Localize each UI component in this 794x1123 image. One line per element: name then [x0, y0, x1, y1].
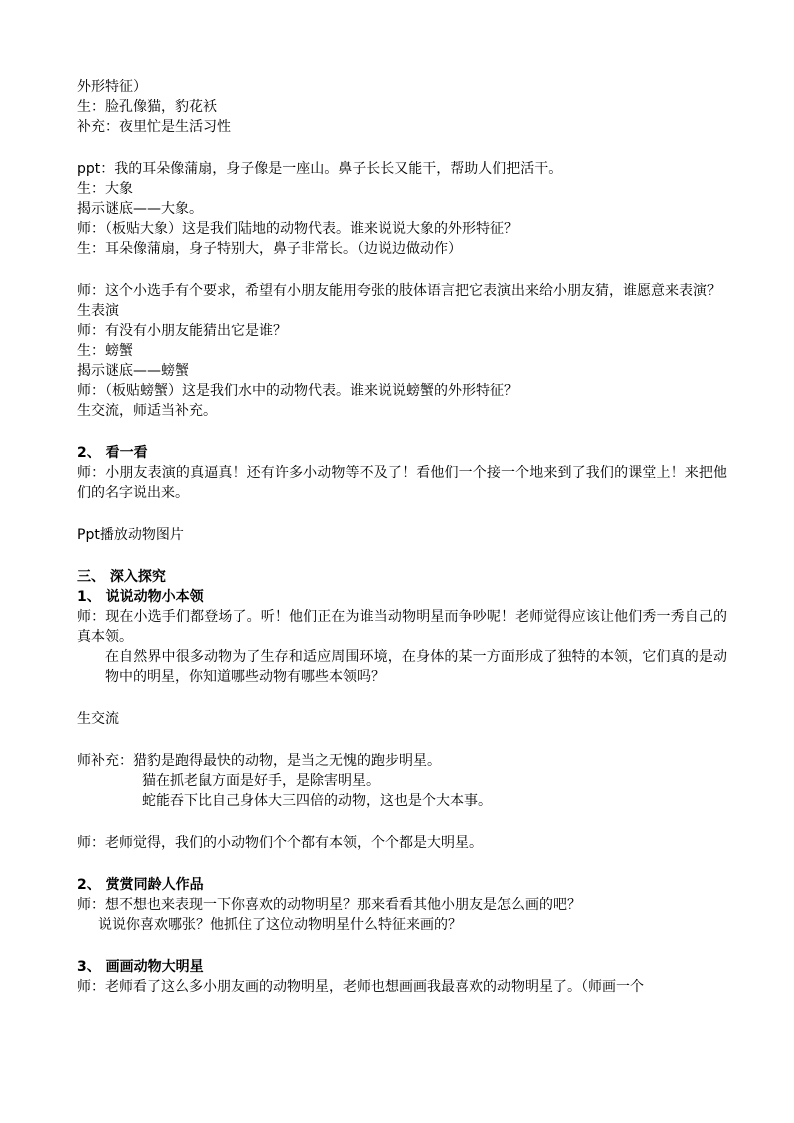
text-line: 生：耳朵像蒲扇，身子特别大，鼻子非常长。（边说边做动作） — [77, 241, 462, 257]
text-line: 蛇能吞下比自己身体大三四倍的动物，这也是个大本事。 — [142, 793, 492, 809]
text-line: 说说你喜欢哪张？他抓住了这位动物明星什么特征来画的？ — [98, 917, 462, 933]
text-paragraph: 在自然界中很多动物为了生存和适应周围环境，在身体的某一方面形成了独特的本领，它们真的是动物中的明星，你知道哪些动物有哪些本领吗？ — [105, 649, 727, 685]
text-line: 生交流，师适当补充。 — [77, 403, 217, 419]
text-line: 生表演 — [77, 303, 119, 319]
section-heading: 三、 深入探究 — [77, 569, 166, 585]
section-heading: 2、 赏赏同龄人作品 — [77, 877, 204, 893]
text-line: Ppt播放动物图片 — [77, 527, 184, 543]
text-line: 补充：夜里忙是生活习性 — [77, 119, 231, 135]
blank-line — [77, 811, 727, 833]
section-heading: 2、 看一看 — [77, 445, 148, 461]
text-line: 生：大象 — [77, 181, 133, 197]
blank-line — [77, 687, 727, 709]
blank-line — [77, 137, 727, 159]
section-heading: 1、 说说动物小本领 — [77, 589, 204, 605]
text-line: 揭示谜底——大象。 — [77, 201, 203, 217]
text-line: 师：老师觉得，我们的小动物们个个都有本领，个个都是大明星。 — [77, 835, 483, 851]
blank-line — [77, 853, 727, 875]
text-line: ppt：我的耳朵像蒲扇，身子像是一座山。鼻子长长又能干，帮助人们把活干。 — [77, 161, 563, 177]
blank-line — [77, 421, 727, 443]
blank-line — [77, 545, 727, 567]
text-line: 师：（板贴大象）这是我们陆地的动物代表。谁来说说大象的外形特征？ — [77, 221, 518, 237]
text-line: 师：想不想也来表现一下你喜欢的动物明星？那来看看其他小朋友是怎么画的吧？ — [77, 897, 581, 913]
section-heading: 3、 画画动物大明星 — [77, 959, 204, 975]
text-paragraph: 师：小朋友表演的真逼真！还有许多小动物等不及了！看他们一个接一个地来到了我们的课堂上！来把他们的名字说出来。 — [77, 465, 727, 501]
text-line: 师：（板贴螃蟹）这是我们水中的动物代表。谁来说说螃蟹的外形特征？ — [77, 383, 518, 399]
blank-line — [77, 729, 727, 751]
text-line: 师：老师看了这么多小朋友画的动物明星，老师也想画画我最喜欢的动物明星了。（师画一个 — [77, 979, 644, 995]
text-line: 师补充：猎豹是跑得最快的动物，是当之无愧的跑步明星。 — [77, 753, 441, 769]
text-paragraph: 师：这个小选手有个要求，希望有小朋友能用夸张的肢体语言把它表演出来给小朋友猜，谁愿意来表演？ — [77, 283, 721, 299]
text-line: 生：螃蟹 — [77, 343, 133, 359]
text-line: 猫在抓老鼠方面是好手，是除害明星。 — [142, 773, 380, 789]
blank-line — [77, 503, 727, 525]
text-line: 揭示谜底——螃蟹 — [77, 363, 189, 379]
blank-line — [77, 259, 727, 281]
document-page — [77, 77, 727, 997]
blank-line — [77, 935, 727, 957]
text-line: 生：脸孔像猫，豹花袄 — [77, 99, 217, 115]
text-line: 外形特征） — [77, 79, 147, 95]
text-line: 师：有没有小朋友能猜出它是谁？ — [77, 323, 287, 339]
text-line: 生交流 — [77, 711, 119, 727]
text-paragraph: 师：现在小选手们都登场了。听！他们正在为谁当动物明星而争吵呢！老师觉得应该让他们秀一秀自己的真本领。 — [77, 609, 727, 645]
